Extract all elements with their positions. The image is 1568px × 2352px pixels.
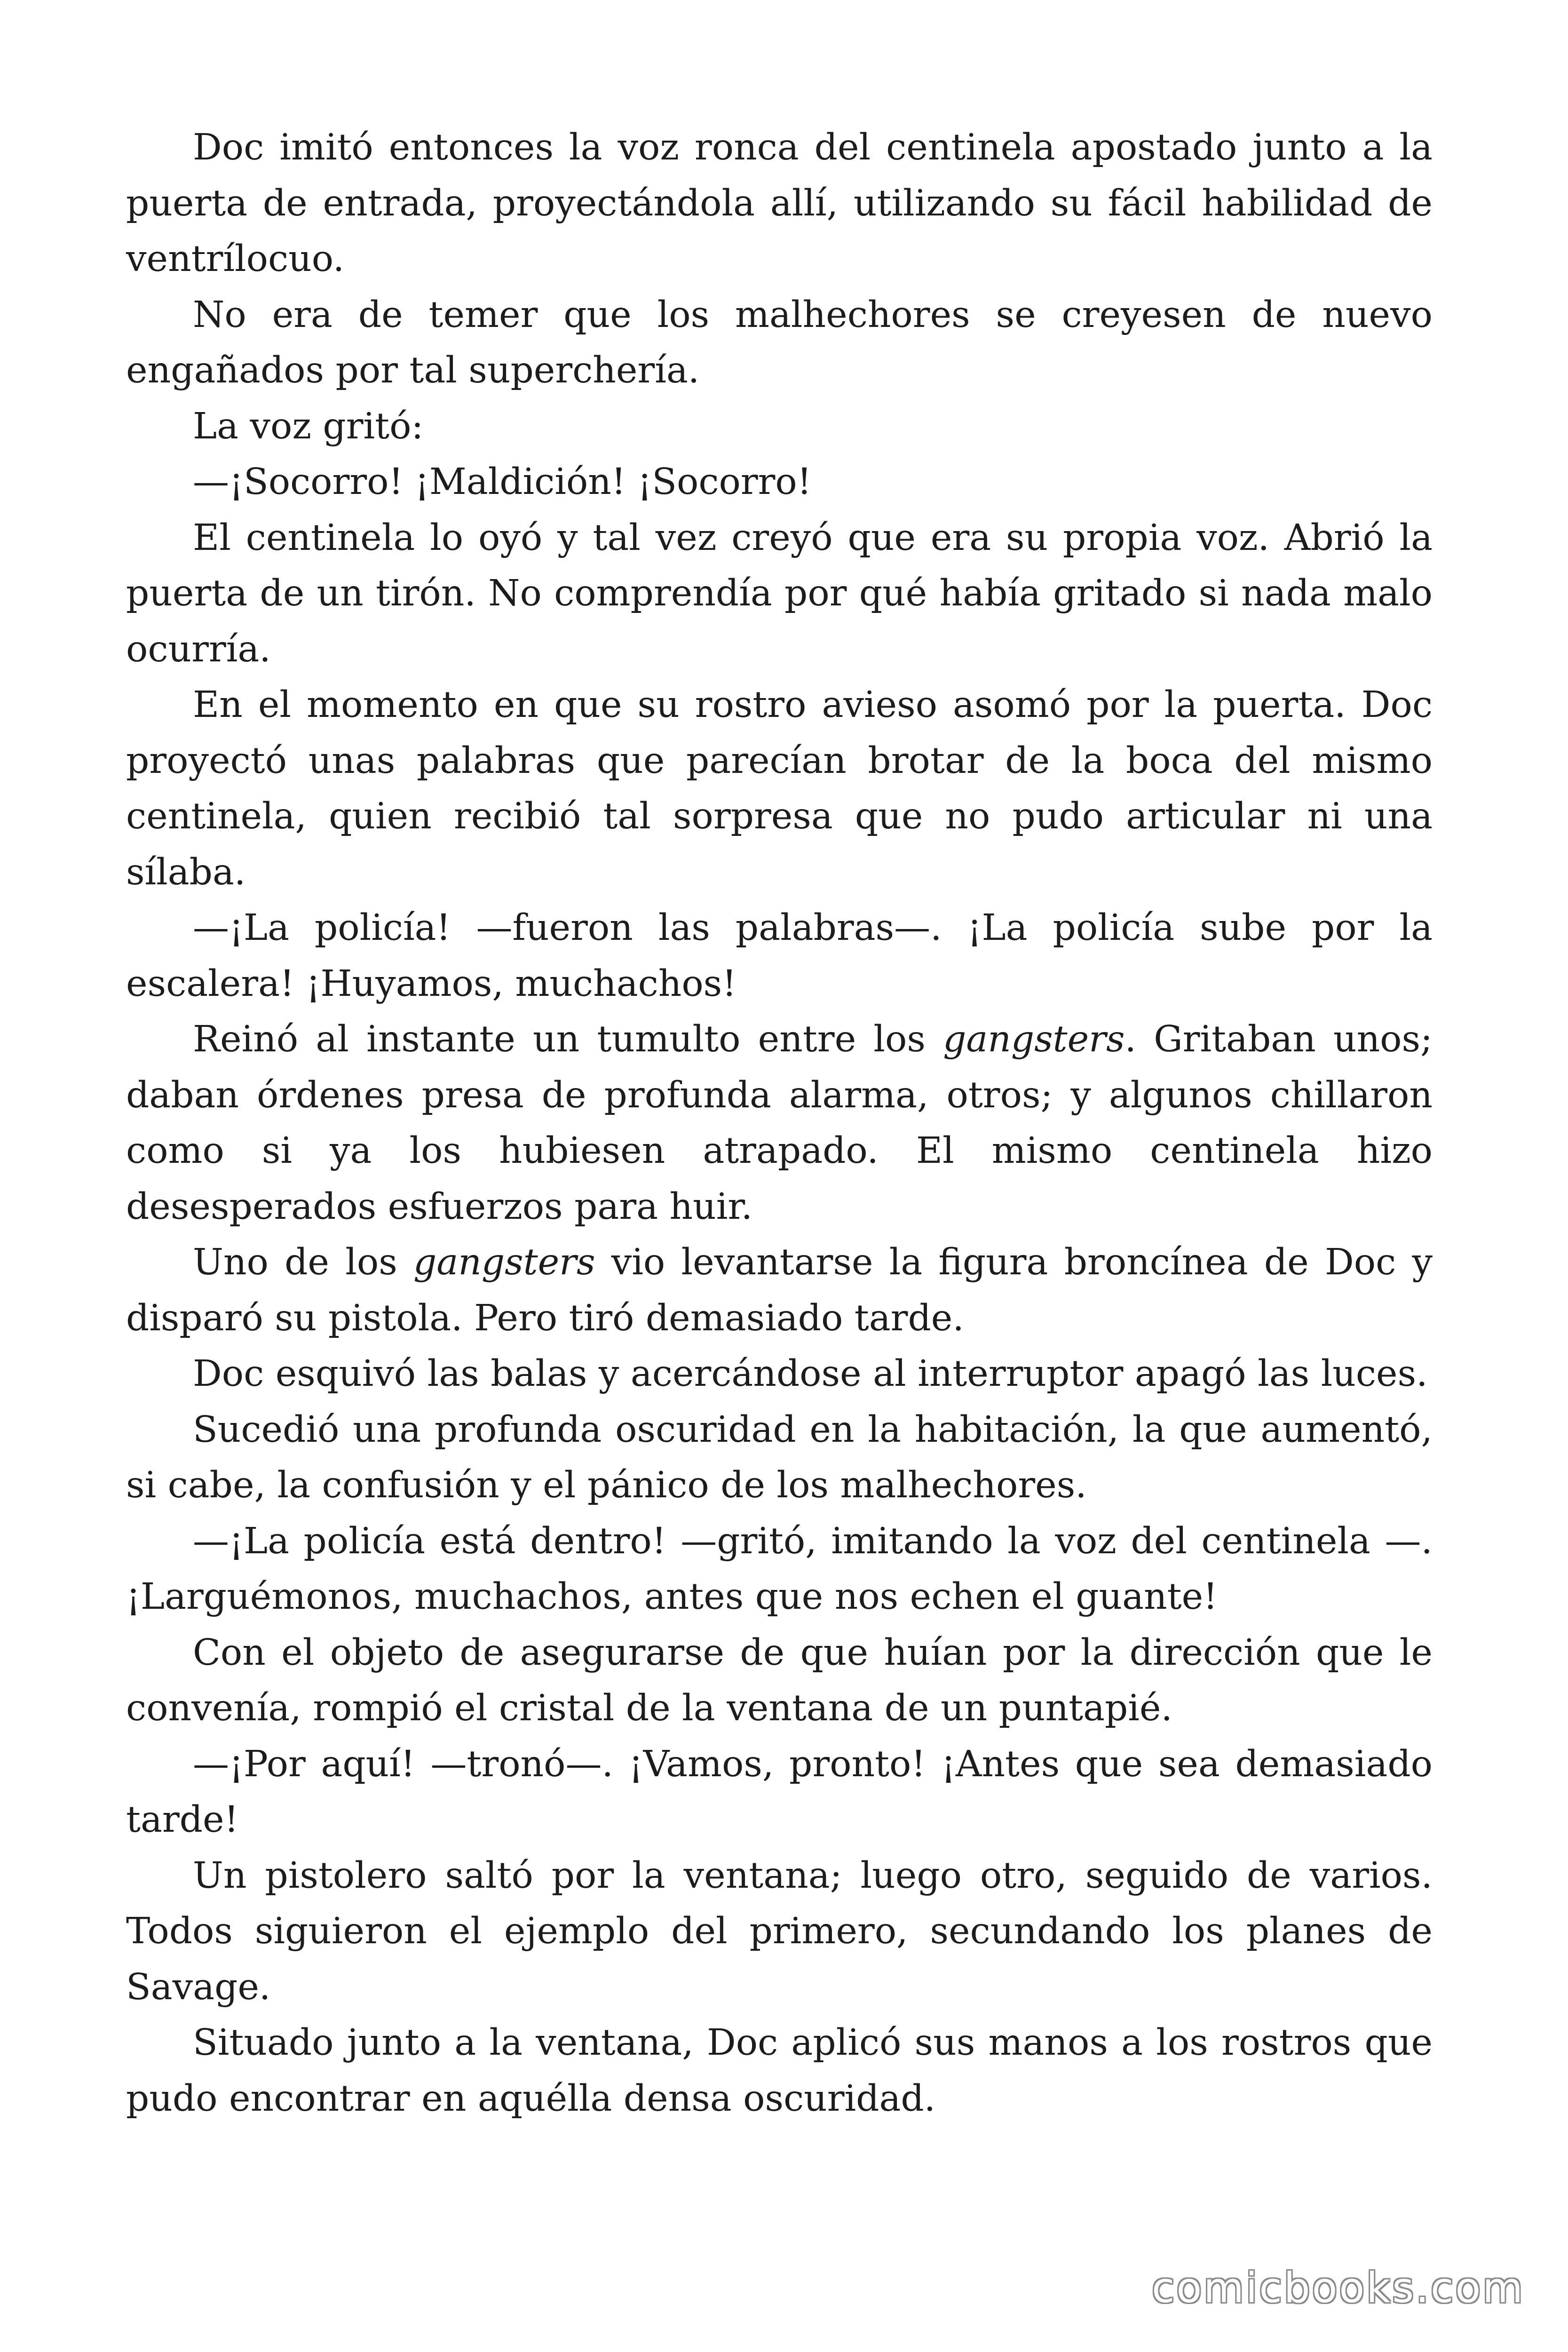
italic-term: gangsters <box>413 1241 595 1283</box>
paragraph-text: Reinó al instante un tumulto entre los <box>193 1018 943 1060</box>
paragraph: Doc imitó entonces la voz ronca del centinela apostado junto a la puerta de entrada, proyectándola allí, utilizando su fácil habilidad de ventrílocuo. <box>126 127 1433 280</box>
paragraph: —¡Socorro! ¡Maldición! ¡Socorro! <box>193 461 812 503</box>
paragraph-text: . Gritaban unos; daban órdenes presa de profunda alarma, otros; y algunos chillaron como si ya los hubiesen atrapado. El mismo centinela hizo desesperados esfuerzos para huir. <box>126 1018 1433 1228</box>
paragraph: La voz gritó: <box>193 405 424 447</box>
paragraph: Situado junto a la ventana, Doc aplicó sus manos a los rostros que pudo encontrar en aquélla densa oscuridad. <box>126 2022 1433 2120</box>
paragraph-text: Uno de los <box>193 1241 414 1283</box>
paragraph: No era de temer que los malhechores se creyesen de nuevo engañados por tal superchería. <box>126 294 1433 391</box>
paragraph: El centinela lo oyó y tal vez creyó que era su propia voz. Abrió la puerta de un tirón. No comprendía por qué había gritado si nada malo ocurría. <box>126 516 1433 670</box>
paragraph <box>126 1235 1433 1346</box>
paragraph: Sucedió una profunda oscuridad en la habitación, la que aumentó, si cabe, la confusión y el pánico de los malhechores. <box>126 1408 1433 1506</box>
paragraph: Con el objeto de asegurarse de que huían por la dirección que le convenía, rompió el cristal de la ventana de un puntapié. <box>126 1631 1433 1729</box>
paragraph-text: vio levantarse la figura broncínea de Doc y disparó su pistola. Pero tiró demasiado tarde. <box>126 1241 1433 1339</box>
paragraph <box>126 1012 1433 1235</box>
paragraph: —¡La policía! —fueron las palabras—. ¡La policía sube por la escalera! ¡Huyamos, muchachos! <box>126 907 1433 1005</box>
paragraph: —¡Por aquí! —tronó—. ¡Vamos, pronto! ¡Antes que sea demasiado tarde! <box>126 1743 1433 1841</box>
watermark-logo: comicbooks.com <box>1151 2264 1525 2312</box>
italic-term: gangsters <box>943 1018 1125 1060</box>
paragraph: Un pistolero saltó por la ventana; luego otro, seguido de varios. Todos siguieron el ejemplo del primero, secundando los planes de Savage. <box>126 1854 1433 2008</box>
paragraph: Doc esquivó las balas y acercándose al interruptor apagó las luces. <box>193 1353 1428 1395</box>
paragraph: —¡La policía está dentro! —gritó, imitando la voz del centinela —. ¡Larguémonos, muchachos, antes que nos echen el guante! <box>126 1520 1433 1618</box>
paragraph: En el momento en que su rostro avieso asomó por la puerta. Doc proyectó unas palabras que parecían brotar de la boca del mismo centinela, quien recibió tal sorpresa que no pudo articular ni una sílaba. <box>126 684 1433 893</box>
body-text <box>126 120 1433 2127</box>
